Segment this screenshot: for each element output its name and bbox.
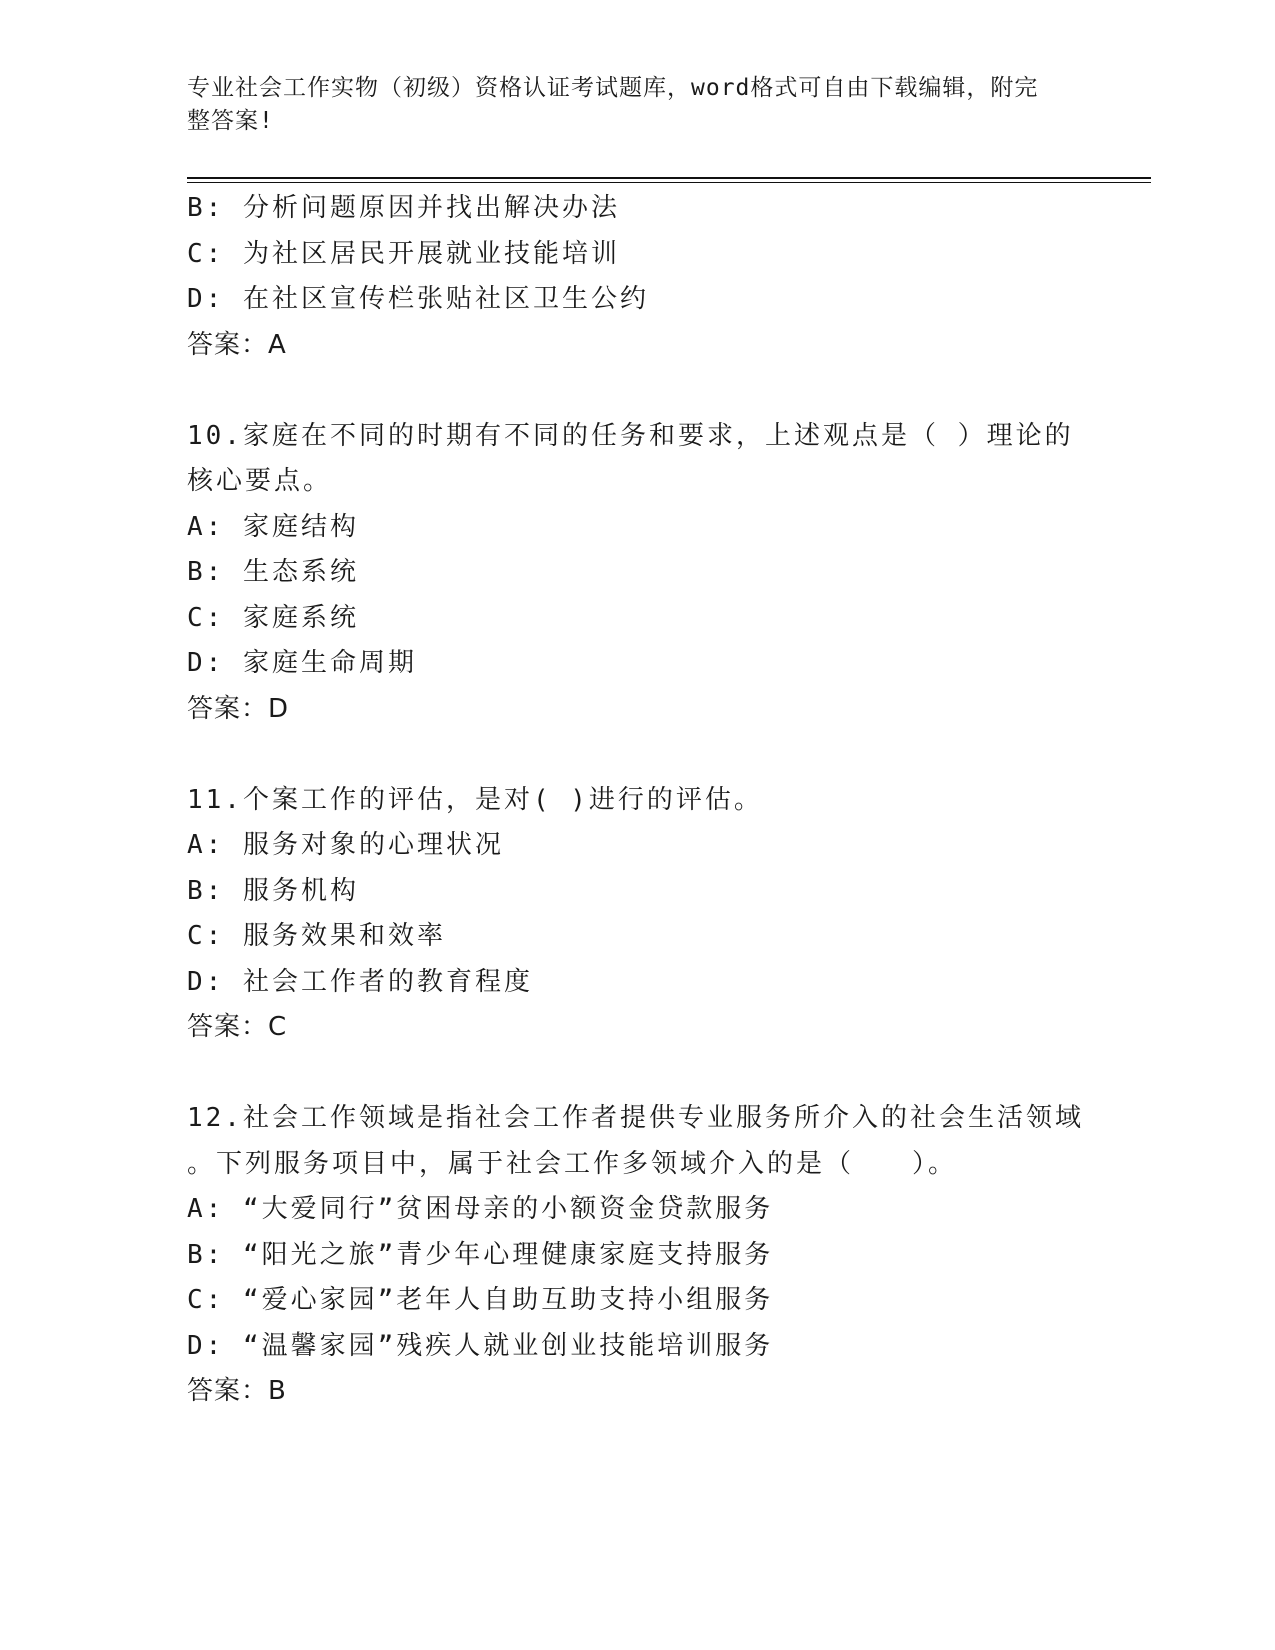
- header-divider-thin: [187, 182, 1151, 183]
- question-stem-line-1: 11.个案工作的评估，是对( )进行的评估。: [187, 784, 763, 815]
- answer: 答案：D: [187, 693, 290, 724]
- option-d: D: “温馨家园”残疾人就业创业技能培训服务: [187, 1330, 774, 1361]
- option-b: B: 生态系统: [187, 557, 359, 587]
- document-header: [187, 72, 1067, 138]
- option-b: B: “阳光之旅”青少年心理健康家庭支持服务: [187, 1239, 774, 1270]
- question-10: [187, 414, 1087, 733]
- question-stem-line-1: 12.社会工作领域是指社会工作者提供专业服务所介入的社会生活领域: [187, 1103, 1084, 1133]
- spacer: [187, 732, 1087, 778]
- header-line-2: 整答案!: [187, 108, 274, 134]
- question-12: [187, 1096, 1087, 1415]
- option-a: A: “大爱同行”贫困母亲的小额资金贷款服务: [187, 1194, 774, 1224]
- answer: 答案：C: [187, 1012, 288, 1042]
- question-11: [187, 778, 1087, 1051]
- answer: 答案：B: [187, 1376, 287, 1406]
- question-stem-line-2: 。下列服务项目中，属于社会工作多领域介入的是（ ）。: [187, 1148, 958, 1179]
- spacer: [187, 368, 1087, 414]
- question-list: [187, 186, 1087, 1415]
- answer: 答案：A: [187, 329, 287, 360]
- option-d: D: 社会工作者的教育程度: [187, 966, 533, 997]
- option-c: C: “爱心家园”老年人自助互助支持小组服务: [187, 1285, 774, 1315]
- option-b: B: 服务机构: [187, 875, 359, 906]
- spacer: [187, 1051, 1087, 1097]
- question-stem-line-2: 核心要点。: [187, 466, 333, 496]
- question-stem-line-1: 10.家庭在不同的时期有不同的任务和要求，上述观点是（ ）理论的: [187, 420, 1074, 451]
- option-a: A: 服务对象的心理状况: [187, 830, 504, 860]
- option-c: C: 服务效果和效率: [187, 921, 446, 951]
- option-b: B: 分析问题原因并找出解决办法: [187, 193, 620, 223]
- option-d: D: 家庭生命周期: [187, 648, 417, 678]
- header-divider-thick: [187, 177, 1151, 179]
- option-c: C: 家庭系统: [187, 602, 359, 633]
- option-c: C: 为社区居民开展就业技能培训: [187, 238, 620, 269]
- header-line-1: 专业社会工作实物（初级）资格认证考试题库，word格式可自由下载编辑，附完: [187, 75, 1039, 101]
- option-d: D: 在社区宣传栏张贴社区卫生公约: [187, 284, 649, 314]
- question-9: [187, 186, 1087, 368]
- option-a: A: 家庭结构: [187, 511, 359, 542]
